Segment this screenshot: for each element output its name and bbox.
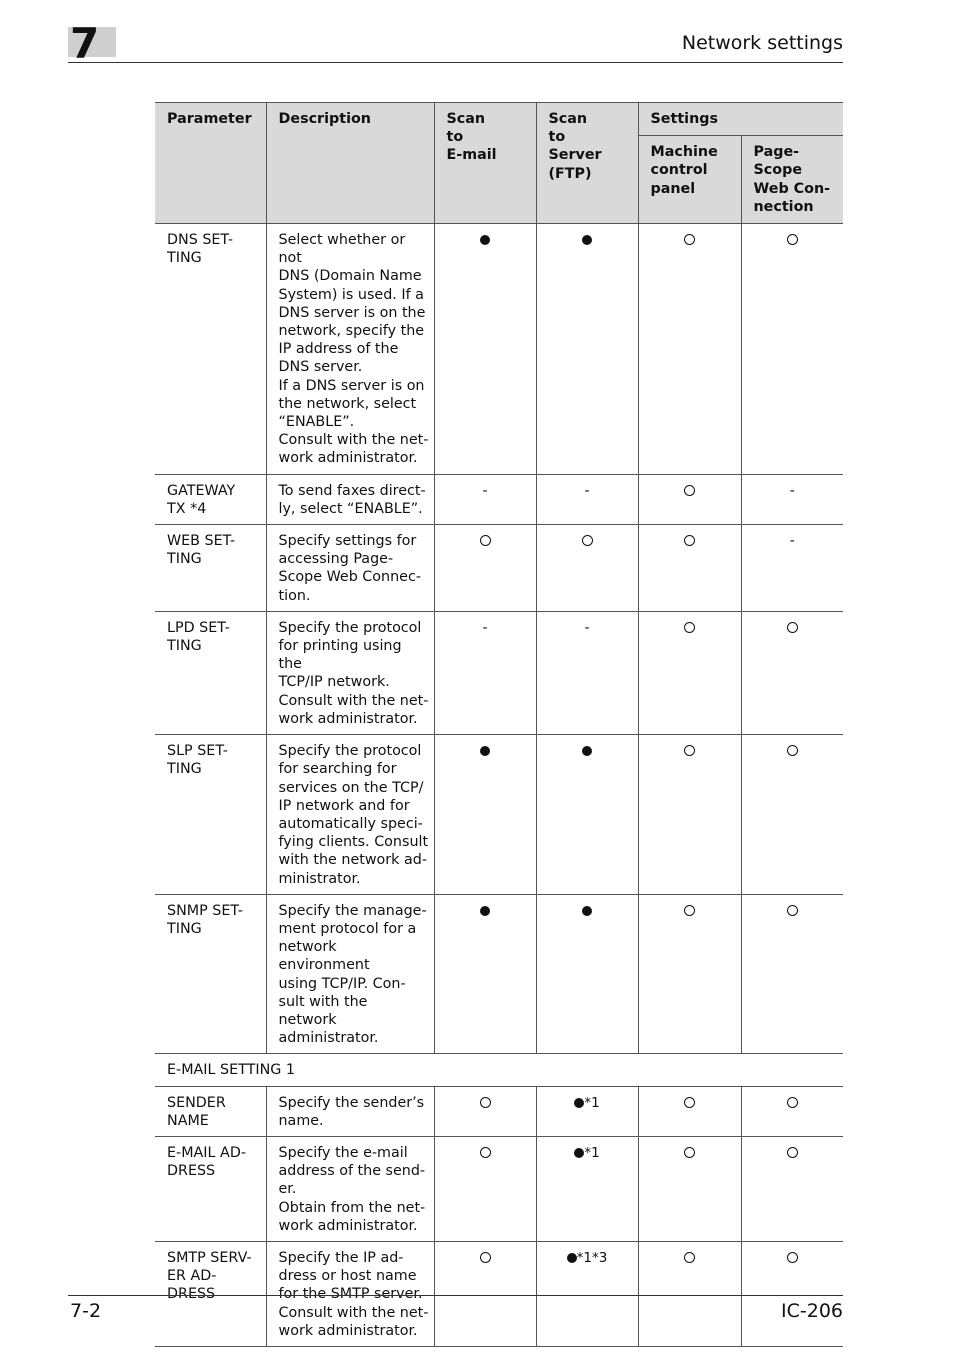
open-circle-icon: [787, 905, 798, 916]
availability-cell: [741, 1241, 843, 1346]
open-circle-icon: [684, 234, 695, 245]
header-divider: [68, 62, 843, 63]
open-circle-icon: [787, 1147, 798, 1158]
open-circle-icon: [480, 1097, 491, 1108]
availability-cell: [741, 894, 843, 1054]
availability-cell: [536, 224, 638, 475]
filled-circle-icon: [582, 746, 592, 756]
open-circle-icon: [684, 1097, 695, 1108]
description-cell: To send faxes direct- ly, select “ENABLE”.: [266, 474, 434, 524]
table-row: [155, 894, 843, 1054]
open-circle-icon: [684, 622, 695, 633]
filled-circle-icon: [574, 1098, 584, 1108]
availability-cell: [536, 611, 638, 734]
col-header-scan-to-ftp: Scan to Server (FTP): [536, 103, 638, 224]
availability-cell: [741, 735, 843, 895]
open-circle-icon: [480, 535, 491, 546]
filled-circle-icon: [582, 235, 592, 245]
open-circle-icon: [582, 535, 593, 546]
not-applicable-dash: -: [482, 619, 488, 636]
filled-circle-icon: [567, 1253, 577, 1263]
table-row: [155, 474, 843, 524]
page-header-title: Network settings: [681, 32, 843, 54]
filled-circle-icon: [480, 235, 490, 245]
availability-cell: [434, 611, 536, 734]
availability-cell: [536, 1136, 638, 1241]
not-applicable-dash: -: [584, 482, 590, 499]
description-cell: Specify settings for accessing Page- Scope Web Connec- tion.: [266, 525, 434, 612]
open-circle-icon: [684, 1252, 695, 1263]
footnote-ref: *1*3: [576, 1249, 608, 1266]
availability-cell: [434, 525, 536, 612]
availability-cell: [536, 525, 638, 612]
parameter-cell: LPD SET- TING: [155, 611, 266, 734]
footnote-ref: *1: [584, 1094, 600, 1111]
availability-cell: [434, 1241, 536, 1346]
availability-cell: [434, 1136, 536, 1241]
open-circle-icon: [787, 1252, 798, 1263]
col-header-pagescope-web-connection: Page- Scope Web Con- nection: [741, 136, 843, 224]
description-cell: Specify the sender’s name.: [266, 1086, 434, 1136]
open-circle-icon: [684, 1147, 695, 1158]
availability-cell: [741, 525, 843, 612]
page-number: 7-2: [70, 1300, 102, 1322]
filled-circle-icon: [582, 906, 592, 916]
network-settings-table: [155, 102, 843, 1347]
availability-cell: [741, 611, 843, 734]
parameter-cell: SNMP SET- TING: [155, 894, 266, 1054]
availability-cell: [741, 1136, 843, 1241]
open-circle-icon: [684, 535, 695, 546]
availability-cell: [434, 735, 536, 895]
availability-cell: [536, 735, 638, 895]
availability-cell: [434, 224, 536, 475]
description-cell: Specify the e-mail address of the send- er. Obtain from the net- work administrator.: [266, 1136, 434, 1241]
availability-cell: [741, 1086, 843, 1136]
availability-cell: [638, 1136, 741, 1241]
table-row: [155, 1136, 843, 1241]
availability-cell: [536, 894, 638, 1054]
availability-cell: [741, 224, 843, 475]
section-row: [155, 1054, 843, 1086]
model-name: IC-206: [781, 1300, 843, 1322]
filled-circle-icon: [480, 746, 490, 756]
parameter-cell: DNS SET- TING: [155, 224, 266, 475]
open-circle-icon: [787, 622, 798, 633]
availability-cell: [536, 1241, 638, 1346]
open-circle-icon: [684, 745, 695, 756]
open-circle-icon: [480, 1147, 491, 1158]
section-label: E-MAIL SETTING 1: [155, 1054, 843, 1086]
parameter-cell: SENDER NAME: [155, 1086, 266, 1136]
description-cell: Specify the protocol for printing using the TCP/IP network. Consult with the net- work administrator.: [266, 611, 434, 734]
col-header-parameter: Parameter: [155, 103, 266, 224]
col-header-description: Description: [266, 103, 434, 224]
open-circle-icon: [787, 1097, 798, 1108]
not-applicable-dash: -: [789, 533, 795, 550]
availability-cell: [638, 224, 741, 475]
table-row: [155, 1086, 843, 1136]
description-cell: Specify the protocol for searching for services on the TCP/ IP network and for automatically speci- fying clients. Consult with the network ad- ministrator.: [266, 735, 434, 895]
description-cell: Specify the IP ad- dress or host name for the SMTP server. Consult with the net- work administrator.: [266, 1241, 434, 1346]
footnote-ref: *1: [584, 1144, 600, 1161]
availability-cell: [536, 1086, 638, 1136]
parameter-cell: WEB SET- TING: [155, 525, 266, 612]
table-row: [155, 735, 843, 895]
availability-cell: [638, 611, 741, 734]
parameter-cell: SLP SET- TING: [155, 735, 266, 895]
col-header-machine-control-panel: Machine control panel: [638, 136, 741, 224]
availability-cell: [638, 1241, 741, 1346]
parameter-cell: E-MAIL AD- DRESS: [155, 1136, 266, 1241]
availability-cell: [434, 894, 536, 1054]
open-circle-icon: [684, 485, 695, 496]
filled-circle-icon: [480, 906, 490, 916]
open-circle-icon: [480, 1252, 491, 1263]
availability-cell: [638, 525, 741, 612]
availability-cell: [638, 894, 741, 1054]
description-cell: Specify the manage- ment protocol for a network environment using TCP/IP. Con- sult with the network administrator.: [266, 894, 434, 1054]
not-applicable-dash: -: [482, 482, 488, 499]
description-cell: Select whether or not DNS (Domain Name System) is used. If a DNS server is on the network, specify the IP address of the DNS server. If a DNS server is on the network, select “ENABLE”. Consult with the net- work administrator.: [266, 224, 434, 475]
availability-cell: [434, 474, 536, 524]
availability-cell: [638, 1086, 741, 1136]
availability-cell: [741, 474, 843, 524]
parameter-cell: SMTP SERV- ER AD- DRESS: [155, 1241, 266, 1346]
col-header-settings: Settings: [638, 103, 843, 136]
parameter-cell: GATEWAY TX *4: [155, 474, 266, 524]
filled-circle-icon: [574, 1148, 584, 1158]
availability-cell: [536, 474, 638, 524]
availability-cell: [434, 1086, 536, 1136]
open-circle-icon: [787, 234, 798, 245]
col-header-scan-to-email: Scan to E-mail: [434, 103, 536, 224]
table-row: [155, 1241, 843, 1346]
availability-cell: [638, 735, 741, 895]
open-circle-icon: [787, 745, 798, 756]
table-body: [155, 224, 843, 1347]
chapter-number: 7: [70, 19, 100, 68]
footer-divider: [68, 1295, 843, 1296]
table-row: [155, 224, 843, 475]
open-circle-icon: [684, 905, 695, 916]
not-applicable-dash: -: [789, 482, 795, 499]
availability-cell: [638, 474, 741, 524]
not-applicable-dash: -: [584, 619, 590, 636]
table-row: [155, 611, 843, 734]
table-row: [155, 525, 843, 612]
